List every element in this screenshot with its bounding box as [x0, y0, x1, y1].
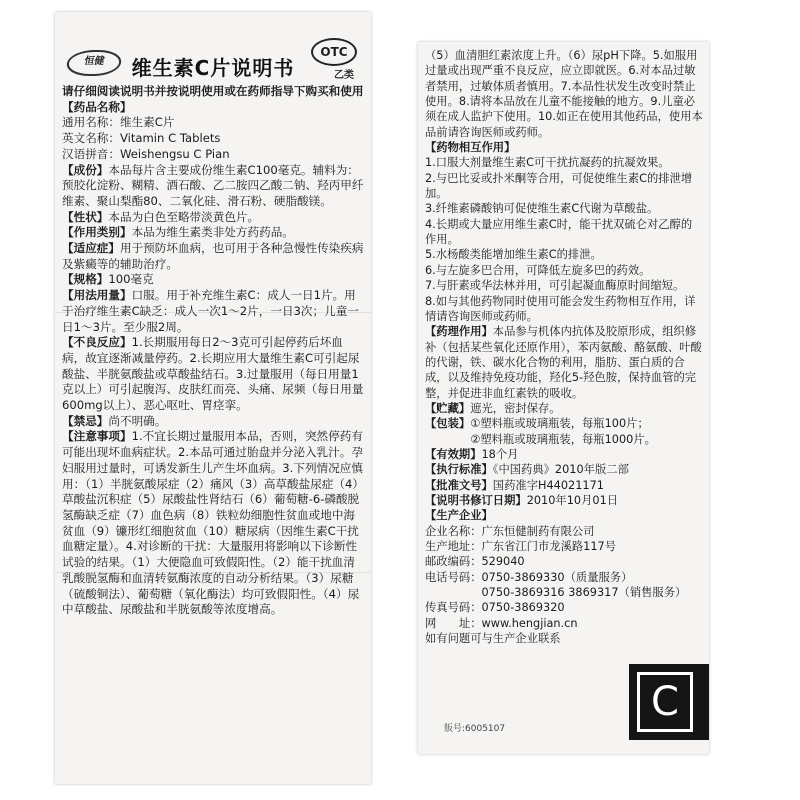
text-line: 邮政编码：529040: [425, 555, 525, 569]
section-paragraph: 【规格】100毫克: [62, 272, 154, 287]
left-sections: [62, 100, 365, 618]
section-paragraph: 【有效期】18个月: [425, 447, 519, 461]
section-paragraph: 【性状】本品为白色至略带淡黄色片。: [62, 209, 260, 224]
section-paragraph: 【药品名称】: [62, 99, 132, 114]
text-line: 如有问题可与生产企业联系: [425, 632, 561, 646]
text-line: 网 址：www.hengjian.cn: [425, 616, 578, 630]
text-line: ②塑料瓶或玻璃瓶装，每瓶1000片。: [425, 432, 656, 446]
text-line: 0750-3869316 3869317（销售服务）: [425, 586, 687, 600]
otc-mark: OTC: [311, 38, 357, 66]
section-paragraph: 【禁忌】尚不明确。: [62, 413, 167, 428]
section-paragraph: 【执行标准】《中国药典》2010年版二部: [425, 463, 629, 477]
section-paragraph: 【注意事项】1.不宜长期过量服用本品，否则，突然停药有可能出现坏血病症状。2.本品可通过胎盘并分泌入乳汁。孕妇服用过量时，可诱发新生儿产生坏血病。3.下列情况应慎用：（1）半胱氨酸尿症（2）痛风（3）高草酸盐尿症（4）草酸盐沉积症（5）尿酸盐性肾结石（6）葡萄糖-6-磷酸脱氢酶缺乏症（7）血色病（8）铁粒幼细胞性贫血或地中海贫血（9）镰形红细胞贫血（10）糖尿病（因维生素C干扰血糖定量）。4.对诊断的干扰：大量服用将影响以下诊断性试验的结果。（1）大便隐血可致假阳性。（2）能干扰血清乳酸脱氢酶和血清转氨酶浓度的自动分析结果。（3）尿糖（硫酸铜法）、葡萄糖（氧化酶法）均可致假阳性。（4）尿中草酸盐、尿酸盐和半胱氨酸等浓度增高。: [62, 429, 364, 617]
text-line: 7.与肝素或华法林并用，可引起凝血酶原时间缩短。: [425, 279, 685, 293]
text-line: 生产地址：广东省江门市龙溪路117号: [425, 540, 617, 553]
text-line: 5.水杨酸类能增加维生素C的排泄。: [425, 248, 602, 262]
text-line: 汉语拼音：Weishengsu C Pian: [62, 146, 230, 161]
fold-line: [55, 312, 371, 313]
section-paragraph: 【说明书修订日期】2010年10月01日: [425, 493, 619, 507]
section-paragraph: 【作用类别】本品为维生素类非处方药药品。: [62, 225, 294, 240]
text-line: 8.如与其他药物同时使用可能会发生药物相互作用，详情请咨询医师或药师。: [425, 294, 696, 323]
read-notice: 请仔细阅读说明书并按说明使用或在药师指导下购买和使用: [62, 84, 364, 98]
text-line: 电话号码：0750-3869330（质量服务）: [425, 570, 633, 584]
right-sections: [425, 48, 703, 646]
left-body-text: [62, 84, 365, 618]
section-paragraph: 【不良反应】1.长期服用每日2～3克可引起停药后坏血病，故宜逐渐减量停药。2.长期应用大量维生素C可引起尿酸盐、半胱氨酸盐或草酸盐结石。3.过量服用（每日用量1克以上）可引起腹泻、皮肤红而亮、头痛、尿频（每日用量600mg以上）、恶心呕吐、胃痉挛。: [62, 335, 364, 413]
section-paragraph: 【生产企业】: [425, 509, 493, 523]
version-number: 版号:6005107: [444, 724, 506, 734]
fold-line: [55, 572, 371, 573]
section-paragraph: 【批准文号】国药准字H44021171: [425, 478, 604, 492]
right-body-text: [425, 48, 703, 646]
section-paragraph: 【适应症】用于预防坏血病，也可用于各种急慢性传染疾病及紫癜等的辅助治疗。: [62, 241, 364, 271]
section-paragraph: 【包装】①塑料瓶或玻璃瓶装，每瓶100片；: [425, 417, 649, 431]
left-leaflet-page: [55, 12, 371, 784]
text-line: 3.纤维素磷酸钠可促使维生素C代谢为草酸盐。: [425, 202, 659, 216]
text-line: 传真号码：0750-3869320: [425, 601, 565, 615]
text-line: 2.与巴比妥或扑米酮等合用，可促使维生素C的排泄增加。: [425, 171, 693, 201]
text-line: 4.长期或大量应用维生素C时，能干扰双硫仑对乙醇的作用。: [425, 217, 693, 247]
text-line: 6.与左旋多巴合用，可降低左旋多巴的药效。: [425, 263, 651, 277]
vitamin-c-badge: [629, 664, 709, 740]
company-logo: 恒健: [64, 50, 124, 76]
text-line: 企业名称：广东恒健制药有限公司: [425, 524, 595, 538]
leaflet-title: 维生素C片说明书: [131, 56, 295, 80]
text-line: （5）血清胆红素浓度上升。（6）尿pH下降。5.如服用过量或出现严重不良反应，应立即就医。6.对本品过敏者禁用，过敏体质者慎用。7.本品性状发生改变时禁止使用。8.请将本品放在儿童不能接触的地方。9.儿童必须在成人监护下使用。10.如正在使用其他药品，使用本品前请咨询医师或药师。: [425, 49, 703, 139]
badge-letter: C: [637, 672, 693, 732]
section-paragraph: 【药理作用】本品参与机体内抗体及胶原形成，组织修补（包括某些氧化还原作用），苯丙氨酸、酪氨酸、叶酸的代谢，铁、碳水化合物的利用，脂肪、蛋白质的合成，以及维持免疫功能，羟化5-羟色胺，保持血管的完整，并促进非血红素铁的吸收。: [425, 325, 702, 400]
section-paragraph: 【贮藏】遮光，密封保存。: [425, 401, 561, 415]
text-line: 通用名称：维生素C片: [62, 115, 175, 130]
text-line: 1.口服大剂量维生素C可干扰抗凝药的抗凝效果。: [425, 156, 670, 170]
otc-class: 乙类: [334, 70, 354, 81]
text-line: 英文名称：Vitamin C Tablets: [62, 131, 221, 146]
section-paragraph: 【成份】本品每片含主要成份维生素C100毫克。辅料为：预胶化淀粉、糊精、酒石酸、乙二胺四乙酸二钠、羟丙甲纤维素、聚山梨酯80、二氧化硅、滑石粉、硬脂酸镁。: [62, 162, 364, 208]
section-paragraph: 【药物相互作用】: [425, 141, 516, 155]
section-paragraph: 【用法用量】口服。用于补充维生素C：成人一日1片。用于治疗维生素C缺乏：成人一次1～2片，一日3次；儿童一日1～3片。至少服2周。: [62, 288, 359, 334]
right-leaflet-page: [418, 42, 709, 754]
